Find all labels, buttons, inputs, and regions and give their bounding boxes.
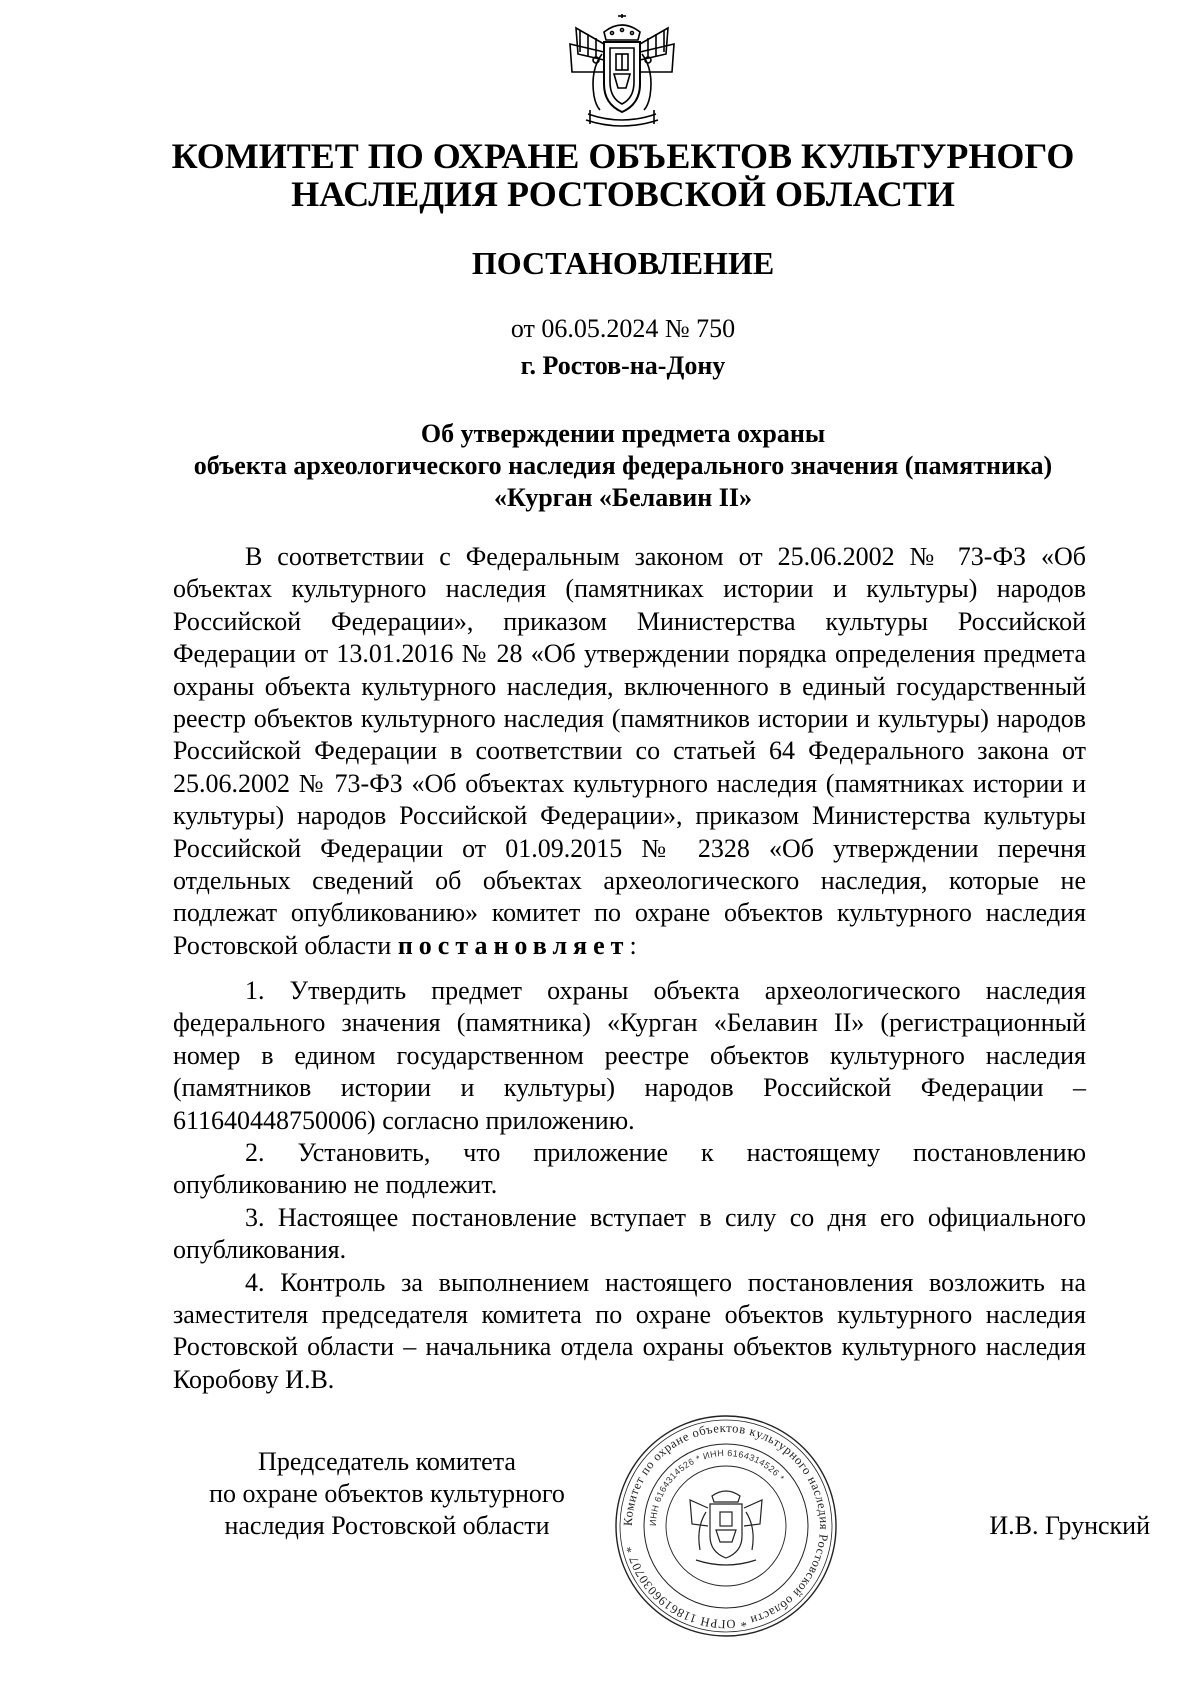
coat-of-arms-icon	[560, 14, 684, 134]
resolution-item-2: 2. Установить, что приложение к настоящему постановлению опубликованию не подлежит.	[173, 1138, 1086, 1200]
seal-emblem-icon	[690, 1491, 762, 1565]
seal-inner-text: ИНН 6164314526 * ИНН 6164314526 *	[647, 1447, 787, 1527]
official-seal	[612, 1412, 840, 1640]
document-date-number: от 06.05.2024 № 750	[510, 314, 736, 343]
document-subject-line2: объекта археологического наследия федерального значения (памятника)	[193, 451, 1053, 480]
document-subject	[150, 418, 1096, 514]
resolution-item-4: 4. Контроль за выполнением настоящего постановления возложить на заместителя председателя комитета по охране объектов культурного наследия Ростовской области – начальника отдела охраны объектов культурного наследия Коробову И.В.	[173, 1267, 1086, 1394]
document-type: ПОСТАНОВЛЕНИЕ	[471, 245, 775, 281]
resolution-item-3: 3. Настоящее постановление вступает в силу со дня его официального опубликования.	[173, 1202, 1086, 1265]
seal-outer-text: Комитет по охране объектов культурного наследия Ростовской области * ОГРН 1186196030707 *	[620, 1420, 832, 1632]
svg-text:ИНН 6164314526 * ИНН 616431452	[648, 1448, 787, 1526]
preamble-paragraph	[173, 541, 1086, 962]
signatory-title-line1: Председатель комитета	[258, 1447, 516, 1476]
document-place: г. Ростов-на-Дону	[520, 351, 726, 380]
signatory-name: И.В. Грунский	[989, 1511, 1150, 1540]
document-subject-line1: Об утверждении предмета охраны	[420, 419, 826, 448]
organization-title	[170, 137, 1076, 213]
resolution-items	[173, 975, 1086, 1396]
decree-word: постановляет	[397, 930, 630, 960]
signatory-title-line3: наследия Ростовской области	[224, 1511, 550, 1540]
signatory-title-line2: по охране объектов культурного	[209, 1479, 565, 1508]
preamble-text: В соответствии с Федеральным законом от 25.06.2002 № 73-ФЗ «Об объектах культурного наследия (памятниках истории и культуры) народов Российской Федерации», приказом Министерства культуры Российской Федерации от 13.01.2016 № 28 «Об утверждении порядка определения предмета охраны объекта культурного наследия, включенного в единый государственный реестр объектов культурного наследия (памятников истории и культуры) народов Российской Федерации в соответствии со статьей 64 Федерального закона от 25.06.2002 № 73-ФЗ «Об объектах культурного наследия (памятниках истории и культуры) народов Российской Федерации», приказом Министерства культуры Российской Федерации от 01.09.2015 № 2328 «Об утверждении перечня отдельных сведений об объектах археологического наследия, которые не подлежат опубликованию» комитет по охране объектов культурного наследия Ростовской области	[173, 542, 1086, 960]
preamble-colon: :	[629, 930, 637, 960]
document-subject-line3: «Курган «Белавин II»	[493, 483, 752, 512]
organization-title-line1: КОМИТЕТ ПО ОХРАНЕ ОБЪЕКТОВ КУЛЬТУРНОГО	[171, 136, 1075, 176]
signatory-title	[182, 1446, 592, 1542]
organization-title-line2: НАСЛЕДИЯ РОСТОВСКОЙ ОБЛАСТИ	[291, 174, 955, 214]
resolution-item-1: 1. Утвердить предмет охраны объекта археологического наследия федерального значения (памятника) «Курган «Белавин II» (регистрационный номер в едином государственном реестре объектов культурного наследия (памятников истории и культуры) народов Российской Федерации – 611640448750006) согласно приложению.	[173, 976, 1086, 1135]
